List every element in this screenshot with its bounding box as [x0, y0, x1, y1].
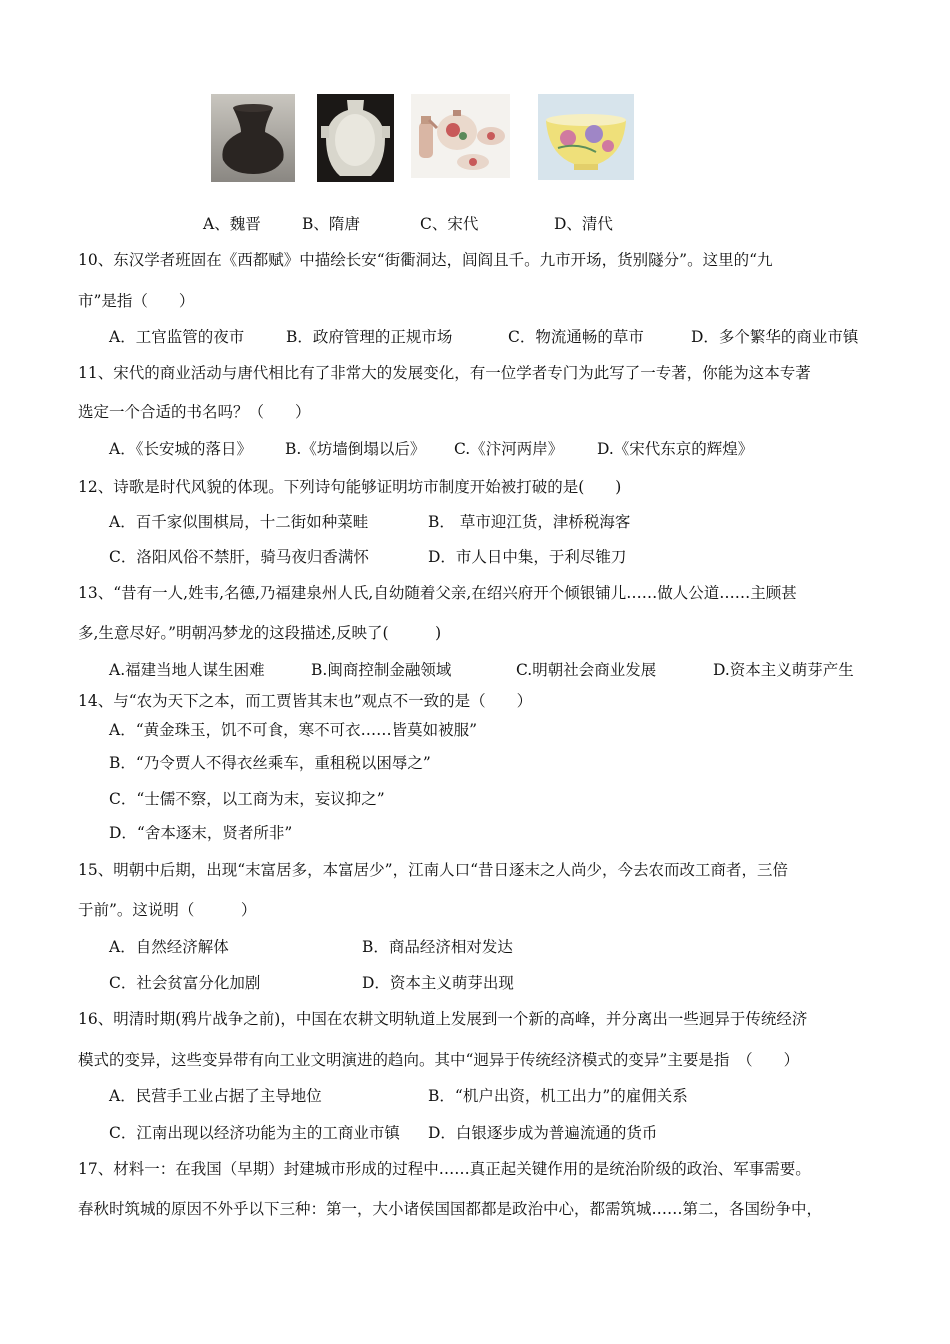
q12-option-d: D．市人日中集，于利尽锥刀: [428, 548, 627, 566]
q13-stem-line2: 多,生意尽好。”明朝冯梦龙的这段描述,反映了( ): [78, 624, 442, 642]
white-porcelain-vase-image: [317, 94, 394, 182]
q12-option-b: B． 草市迎江货，津桥税海客: [428, 513, 631, 531]
q13-option-d: D.资本主义萌芽产生: [713, 661, 854, 679]
black-pottery-jar-image: [211, 94, 295, 182]
q14-option-d: D．“舍本逐末，贤者所非”: [109, 824, 293, 842]
q17-stem-line2: 春秋时筑城的原因不外乎以下三种：第一，大小诸侯国国都都是政治中心，都需筑城……第二，各国纷争中，: [78, 1200, 823, 1218]
q16-option-d: D．白银逐步成为普遍流通的货币: [428, 1124, 658, 1142]
q14-stem-line1: 14、与“农为天下之本，而工贾皆其末也”观点不一致的是（ ）: [78, 692, 533, 710]
q15-option-d: D．资本主义萌芽出现: [362, 974, 514, 992]
q10-option-b: B．政府管理的正规市场: [286, 328, 453, 346]
q10-option-d: D．多个繁华的商业市镇: [691, 328, 859, 346]
q15-option-a: A．自然经济解体: [109, 938, 229, 956]
q14-option-c: C．“士儒不察，以工商为末，妄议抑之”: [109, 790, 385, 808]
q11-stem-line2: 选定一个合适的书名吗？（ ）: [78, 403, 311, 421]
q16-option-b: B．“机户出资，机工出力”的雇佣关系: [428, 1087, 688, 1105]
q14-option-a: A．“黄金珠玉，饥不可食，寒不可衣……皆莫如被服”: [109, 721, 478, 739]
q11-option-c: C.《汴河两岸》: [454, 440, 564, 458]
q9-option-a: A、魏晋: [203, 215, 261, 233]
q16-option-a: A．民营手工业占据了主导地位: [109, 1087, 322, 1105]
q17-stem-line1: 17、材料一：在我国（早期）封建城市形成的过程中……真正起关键作用的是统治阶级的政治、军事需要。: [78, 1160, 811, 1178]
q9-option-c: C、宋代: [420, 215, 479, 233]
q13-stem-line1: 13、“昔有一人,姓韦,名德,乃福建泉州人氏,自幼随着父亲,在绍兴府开个倾银铺儿……做人公道……主顾甚: [78, 584, 797, 602]
q12-stem-line1: 12、诗歌是时代风貌的体现。下列诗句能够证明坊市制度开始被打破的是( ): [78, 478, 622, 496]
q10-stem-line1: 10、东汉学者班固在《西都赋》中描绘长安“街衢洞达，闾阎且千。九市开场，货别隧分”。这里的“九: [78, 251, 773, 269]
q12-option-a: A．百千家似围棋局，十二街如种菜畦: [109, 513, 369, 531]
q15-option-b: B．商品经济相对发达: [362, 938, 513, 956]
q16-option-c: C．江南出现以经济功能为主的工商业市镇: [109, 1124, 400, 1142]
q9-option-d: D、清代: [554, 215, 613, 233]
q11-option-a: A．《长安城的落日》: [109, 440, 252, 458]
q15-stem-line2: 于前”。这说明（ ）: [78, 901, 257, 919]
q13-option-a: A.福建当地人谋生困难: [109, 661, 265, 679]
q11-option-b: B.《坊墙倒塌以后》: [285, 440, 426, 458]
painted-teapot-set-image: [411, 94, 510, 178]
q12-option-c: C．洛阳风俗不禁肝，骑马夜归香满怀: [109, 548, 369, 566]
q10-option-c: C．物流通畅的草市: [508, 328, 644, 346]
q13-option-c: C.明朝社会商业发展: [516, 661, 657, 679]
q15-option-c: C．社会贫富分化加剧: [109, 974, 261, 992]
enamel-floral-bowl-image: [538, 94, 634, 180]
q16-stem-line2: 模式的变异，这些变异带有向工业文明演进的趋向。其中“迥异于传统经济模式的变异”主要是指 （ ）: [78, 1051, 800, 1069]
q10-option-a: A．工官监管的夜市: [109, 328, 245, 346]
q10-stem-line2: 市”是指（ ）: [78, 292, 195, 310]
q14-option-b: B．“乃令贾人不得衣丝乘车，重租税以困辱之”: [109, 754, 431, 772]
q13-option-b: B.闽商控制金融领域: [311, 661, 452, 679]
q11-stem-line1: 11、宋代的商业活动与唐代相比有了非常大的发展变化，有一位学者专门为此写了一专著，你能为这本专著: [78, 364, 811, 382]
q15-stem-line1: 15、明朝中后期，出现“末富居多，本富居少”，江南人口“昔日逐末之人尚少，今去农而改工商者，三倍: [78, 861, 788, 879]
q9-option-b: B、隋唐: [302, 215, 360, 233]
q16-stem-line1: 16、明清时期(鸦片战争之前)，中国在农耕文明轨道上发展到一个新的高峰，并分离出一些迥异于传统经济: [78, 1010, 808, 1028]
q11-option-d: D.《宋代东京的辉煌》: [597, 440, 754, 458]
